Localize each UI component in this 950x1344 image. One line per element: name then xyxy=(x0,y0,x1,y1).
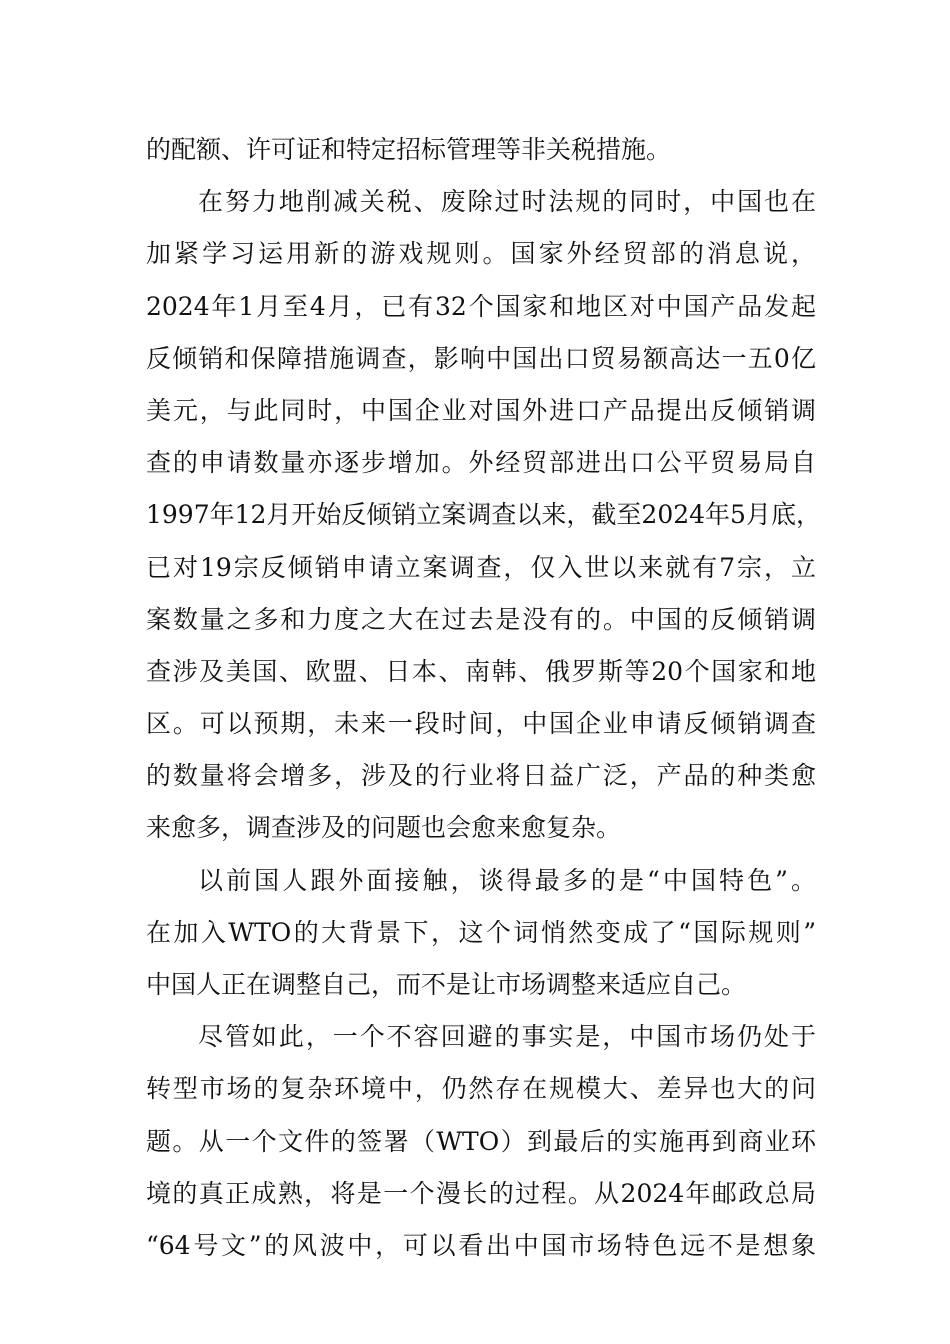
text-line: 查涉及美国、欧盟、日本、南韩、俄罗斯等20个国家和地 xyxy=(146,656,816,686)
text-line: 的数量将会增多，涉及的行业将日益广泛，产品的种类愈 xyxy=(146,761,816,791)
text-line: 在加入WTO的大背景下，这个词悄然变成了“国际规则” xyxy=(146,917,816,947)
text-line: 加紧学习运用新的游戏规则。国家外经贸部的消息说， xyxy=(146,239,816,269)
text-line: 的配额、许可证和特定招标管理等非关税措施。 xyxy=(146,135,672,164)
text-line: 已对19宗反倾销申请立案调查，仅入世以来就有7宗，立 xyxy=(146,552,816,582)
text-line: 中国人正在调整自己，而不是让市场调整来适应自己。 xyxy=(146,970,747,999)
document-body xyxy=(146,124,821,1272)
text-line: 查的申请数量亦逐步增加。外经贸部进出口公平贸易局自 xyxy=(146,448,816,478)
text-line: 2024年1月至4月，已有32个国家和地区对中国产品发起 xyxy=(146,291,816,321)
text-line: 反倾销和保障措施调查，影响中国出口贸易额高达一五0亿 xyxy=(146,343,816,373)
text-line: 美元，与此同时，中国企业对国外进口产品提出反倾销调 xyxy=(146,395,816,425)
text-line: 区。可以预期，未来一段时间，中国企业申请反倾销调查 xyxy=(146,709,816,739)
text-line: 来愈多，调查涉及的问题也会愈来愈复杂。 xyxy=(146,813,622,843)
text-line: 案数量之多和力度之大在过去是没有的。中国的反倾销调 xyxy=(146,604,816,634)
text-line: 境的真正成熟，将是一个漫长的过程。从2024年邮政总局 xyxy=(146,1178,816,1208)
paragraph-first-line: 以前国人跟外面接触，谈得最多的是“中国特色”。 xyxy=(198,865,816,895)
text-line: 1997年12月开始反倾销立案调查以来，截至2024年5月底， xyxy=(146,500,821,530)
paragraph-first-line: 在努力地削减关税、废除过时法规的同时，中国也在 xyxy=(198,187,816,217)
text-line: 题。从一个文件的签署（WTO）到最后的实施再到商业环 xyxy=(146,1126,816,1156)
text-line: “64号文”的风波中，可以看出中国市场特色远不是想象 xyxy=(146,1230,816,1260)
paragraph-first-line: 尽管如此，一个不容回避的事实是，中国市场仍处于 xyxy=(198,1022,816,1052)
text-line: 转型市场的复杂环境中，仍然存在规模大、差异也大的问 xyxy=(146,1074,816,1104)
